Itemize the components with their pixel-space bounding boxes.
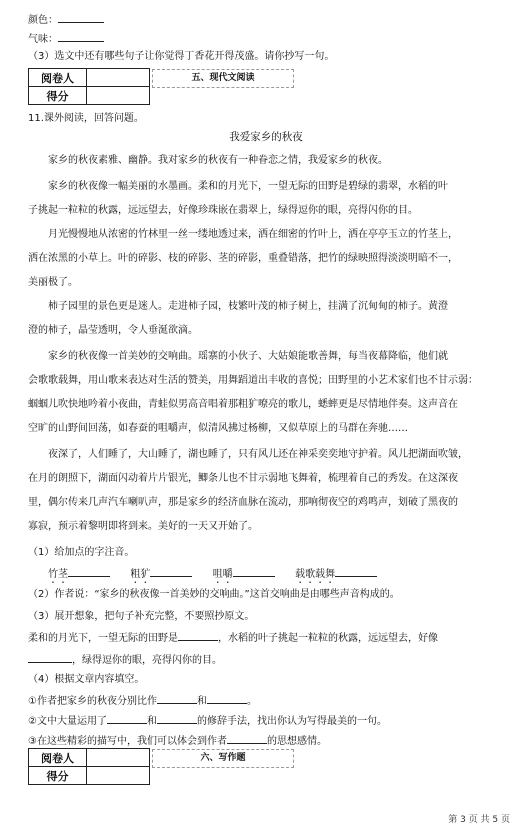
answer-blank[interactable] [227,733,267,744]
score-cell[interactable] [87,87,150,105]
answer-blank[interactable] [58,12,104,23]
answer-blank[interactable] [157,693,197,704]
passage-line: 在月的朗照下，湖面闪动着片片银光，鲫条儿也不甘示弱地飞舞着，梳理着自己的秀发。在这深夜 [28,473,458,484]
reviewer-label: 阅卷人 [29,69,87,87]
answer-blank[interactable] [150,566,192,577]
passage-line: 家乡的秋夜像一幅美丽的水墨画。柔和的月光下，一望无际的田野是碧绿的翡翠，水稻的叶 [48,181,448,192]
smell-answer-line: 气味： [28,31,104,47]
pinyin-word: 竹茎 [48,569,68,580]
answer-blank[interactable] [68,566,110,577]
q3-fill-line-1: 柔和的月光下，一望无际的田野是 ，水稻的叶子挑起一粒粒的秋露，远远望去，好像 [28,630,438,646]
grader-box [28,748,150,785]
passage-line: 会歌歌载舞，用山歌来表达对生活的赞美，用舞蹈道出丰收的喜悦；田野里的小艺术家们也不甘示弱： [28,375,478,386]
reviewer-label: 阅卷人 [29,749,87,767]
passage-line: 家乡的秋夜素雅、幽静。我对家乡的秋夜有一种眷恋之情，我爱家乡的秋夜。 [48,155,388,166]
passage-line: 家乡的秋夜像一首美妙的交响曲。瑶寨的小伙子、大姑娘能歌善舞，每当夜幕降临，他们就 [48,351,448,362]
passage-line: 柿子园里的景色更是迷人。走进柿子园，枝繁叶茂的柿子树上，挂满了沉甸甸的柿子。黄澄 [48,301,448,312]
question-3-prev: （3）选文中还有哪些句子让你觉得丁香花开得茂盛。请你抄写一句。 [28,51,335,62]
reviewer-cell[interactable] [87,69,150,87]
passage-line: 子挑起一粒粒的秋露，远远望去，好像珍珠嵌在翡翠上，绿得逗你的眼，亮得闪你的目。 [28,205,418,216]
passage-line: 洒在浓黑的小草上。叶的碎影、枝的碎影、茎的碎影，重叠错落，把竹的绿映照得淡淡明暗不一， [28,253,458,264]
pinyin-word: 粗犷 [130,569,151,580]
passage-line: 蝈蝈儿吹快地吟着小夜曲，青蛙似男高音唱着那粗犷嘹亮的歌儿，蟋蟀更是尽情地伴奏。这声音在 [28,399,458,410]
passage-line: 澄的柿子，晶莹透明，令人垂涎欲滴。 [28,325,198,336]
question-11: 11.课外阅读，回答问题。 [28,113,144,124]
passage-line: 里，偶尔传来几声汽车喇叭声，那是家乡的经济血脉在流动，那响彻夜空的鸡鸣声，划破了黑夜的 [28,497,458,508]
passage-line: 空旷的山野间回荡，如春蚕的咀嚼声，似清风拂过杨柳，又似草原上的马群在奔驰…… [28,423,408,434]
passage-line: 寡寂，预示着黎明即将到来。美好的一天又开始了。 [28,521,258,532]
answer-blank[interactable] [178,630,218,641]
answer-blank[interactable] [157,713,197,724]
score-label: 得分 [29,767,87,785]
passage-line: 美丽极了。 [28,277,78,288]
score-cell[interactable] [87,767,150,785]
section-heading: 六、写作题 [152,749,294,768]
pinyin-word: 咀嚼 [212,569,233,580]
color-answer-line: 颜色： [28,12,104,28]
pinyin-word: 载歌载舞 [295,569,336,580]
pinyin-row [48,566,377,586]
answer-blank[interactable] [28,652,72,663]
answer-blank[interactable] [107,713,147,724]
q4-item-1: ①作者把家乡的秋夜分别比作 和 。 [28,693,257,709]
answer-blank[interactable] [207,693,247,704]
question-4: （4）根据文章内容填空。 [28,674,145,685]
section-heading: 五、现代文阅读 [152,69,294,88]
question-3: （3）展开想象，把句子补充完整，不要照抄原文。 [28,611,255,622]
answer-blank[interactable] [335,566,377,577]
reviewer-cell[interactable] [87,749,150,767]
answer-blank[interactable] [58,31,104,42]
page-number: 第 3 页 共 5 页 [448,815,510,825]
q4-item-2: ②文中大量运用了 和 的修辞手法，找出你认为写得最美的一句。 [28,713,387,729]
question-2: （2）作者说：“家乡的秋夜像一首美妙的交响曲。”这首交响曲是由哪些声音构成的。 [28,589,400,600]
passage-title: 我爱家乡的秋夜 [229,131,303,143]
q3-fill-line-2: ，绿得逗你的眼，亮得闪你的目。 [28,652,222,668]
q4-item-3: ③在这些精彩的描写中，我们可以体会到作者 的思想感情。 [28,733,327,749]
passage-line: 夜深了，人们睡了，大山睡了，湖也睡了，只有风儿还在神采奕奕地守护着。风儿把湖面吹皱， [48,449,468,460]
question-1: （1）给加点的字注音。 [28,547,135,558]
answer-blank[interactable] [233,566,275,577]
passage-line: 月光慢慢地从浓密的竹林里一丝一缕地透过来，洒在细密的竹叶上，洒在亭亭玉立的竹茎上， [48,229,458,240]
score-label: 得分 [29,87,87,105]
grader-box [28,68,150,105]
